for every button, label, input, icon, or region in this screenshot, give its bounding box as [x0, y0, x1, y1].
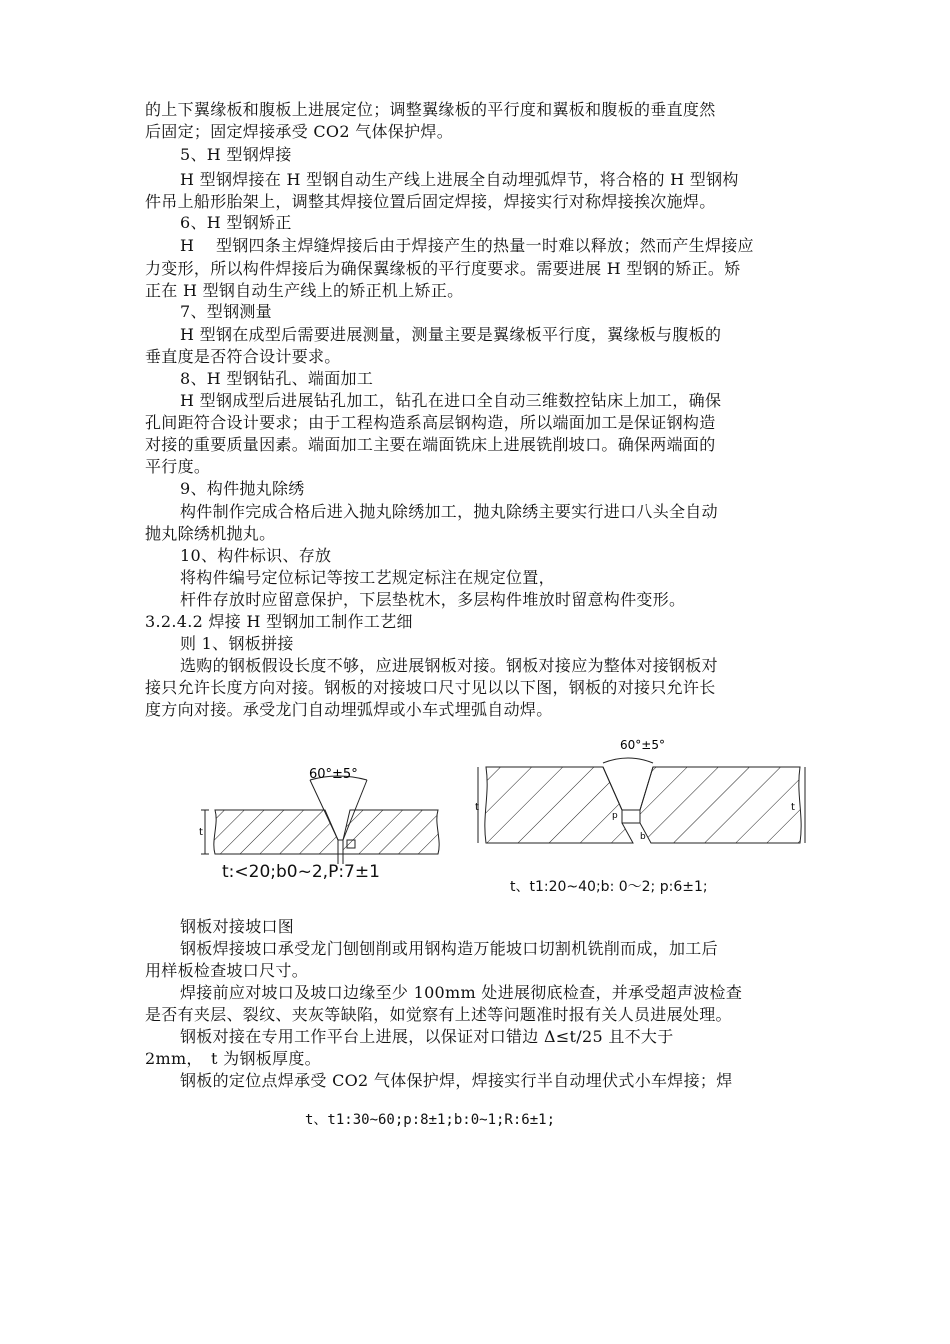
section-heading: 9、构件抛丸除绣 [180, 479, 305, 498]
text-line: 2mm， t 为钢板厚度。 [145, 1049, 321, 1068]
text-line: 对接的重要质量因素。端面加工主要在端面铣床上进展铣削坡口。确保两端面的 [145, 435, 716, 454]
text-line: H 型钢四条主焊缝焊接后由于焊接产生的热量一时难以释放；然而产生焊接应 [180, 236, 754, 255]
thickness-label: t [199, 827, 203, 838]
text-line: H 型钢成型后进展钻孔加工，钻孔在进口全自动三维数控钻床上加工，确保 [180, 391, 722, 410]
left-weld-diagram [195, 760, 445, 865]
text-line: 力变形，所以构件焊接后为确保翼缘板的平行度要求。需要进展 H 型钢的矫正。矫 [145, 259, 741, 278]
figure-title: 钢板对接坡口图 [180, 917, 295, 936]
section-heading: 6、H 型钢矫正 [180, 213, 292, 232]
groove-angle-label: 60°±5° [620, 738, 665, 752]
text-line: 钢板对接在专用工作平台上进展，以保证对口错边 Δ≤t/25 且不大于 [180, 1027, 674, 1046]
text-line: 焊接前应对坡口及坡口边缘至少 100mm 处进展彻底检查，并承受超声波检查 [180, 983, 743, 1002]
right-figure-caption: t、t1:20~40;b: 0～2; p:6±1; [510, 879, 708, 895]
text-line: 杆件存放时应留意保护，下层垫枕木，多层构件堆放时留意构件变形。 [180, 590, 686, 609]
text-line: 钢板焊接坡口承受龙门刨刨削或用钢构造万能坡口切割机铣削而成，加工后 [180, 939, 718, 958]
bottom-figure-caption: t、t1:30~60;p:8±1;b:0~1;R:6±1; [305, 1112, 556, 1128]
text-line: 后固定；固定焊接承受 CO2 气体保护焊。 [145, 122, 454, 141]
text-line: 平行度。 [145, 457, 211, 476]
section-heading: 5、H 型钢焊接 [180, 145, 292, 164]
text-line: 构件制作完成合格后进入抛丸除绣加工，抛丸除绣主要实行进口八头全自动 [180, 502, 718, 521]
text-line: 的上下翼缘板和腹板上进展定位；调整翼缘板的平行度和翼板和腹板的垂直度然 [145, 100, 716, 119]
groove-angle-label: 60°±5° [309, 767, 358, 782]
thickness-label: t [475, 802, 479, 813]
text-line: 件吊上船形胎架上，调整其焊接位置后固定焊接，焊接实行对称焊接挨次施焊。 [145, 192, 716, 211]
p-label: p [612, 811, 618, 821]
right-weld-diagram [470, 735, 810, 865]
text-line: 钢板的定位点焊承受 CO2 气体保护焊，焊接实行半自动埋伏式小车焊接；焊 [180, 1071, 733, 1090]
text-line: 孔间距符合设计要求；由于工程构造系高层钢构造，所以端面加工是保证钢构造 [145, 413, 716, 432]
left-figure-caption: t:<20;b0~2,P:7±1 [222, 862, 380, 882]
section-heading: 7、型钢测量 [180, 302, 272, 321]
thickness-label: t [791, 802, 795, 813]
b-label: b [640, 832, 646, 842]
section-heading: 8、H 型钢钻孔、端面加工 [180, 369, 374, 388]
text-line: 接只允许长度方向对接。钢板的对接坡口尺寸见以以下图，钢板的对接只允许长 [145, 678, 716, 697]
section-heading: 3.2.4.2 焊接 H 型钢加工制作工艺细 [145, 612, 413, 631]
text-line: H 型钢焊接在 H 型钢自动生产线上进展全自动埋弧焊节，将合格的 H 型钢构 [180, 170, 739, 189]
text-line: 将构件编号定位标记等按工艺规定标注在规定位置， [180, 568, 555, 587]
text-line: 抛丸除绣机抛丸。 [145, 524, 276, 543]
text-line: 垂直度是否符合设计要求。 [145, 347, 341, 366]
text-line: 选购的钢板假设长度不够，应进展钢板对接。钢板对接应为整体对接钢板对 [180, 656, 718, 675]
text-line: 度方向对接。承受龙门自动埋弧焊或小车式埋弧自动焊。 [145, 700, 553, 719]
section-heading: 则 1、钢板拼接 [180, 634, 294, 653]
text-line: 正在 H 型钢自动生产线上的矫正机上矫正。 [145, 281, 464, 300]
section-heading: 10、构件标识、存放 [180, 546, 332, 565]
text-line: 是否有夹层、裂纹、夹灰等缺陷，如觉察有上述等问题准时报有关人员进展处理。 [145, 1005, 732, 1024]
text-line: 用样板检查坡口尺寸。 [145, 961, 309, 980]
text-line: H 型钢在成型后需要进展测量，测量主要是翼缘板平行度，翼缘板与腹板的 [180, 325, 722, 344]
